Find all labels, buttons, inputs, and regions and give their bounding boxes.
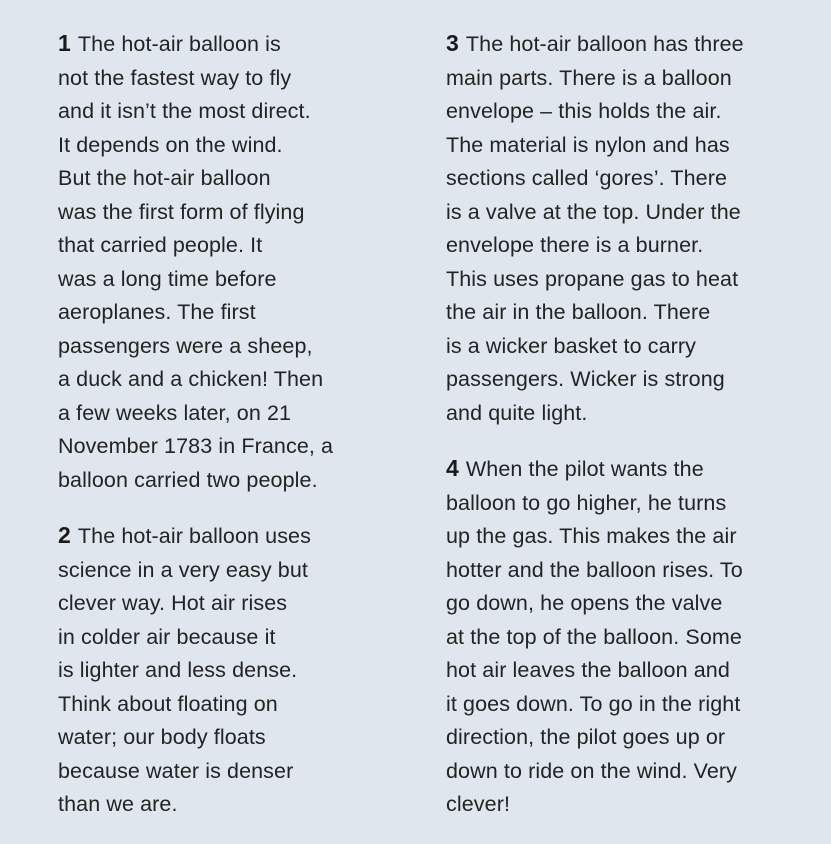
text-line: up the gas. This makes the air (446, 524, 737, 548)
paragraph-number: 2 (58, 522, 71, 548)
text-line: main parts. There is a balloon (446, 65, 732, 90)
text-line: envelope – this holds the air. (446, 99, 722, 123)
text-line: a duck and a chicken! Then (58, 367, 324, 391)
text-line: passengers. Wicker is strong (446, 367, 725, 391)
text-line: The hot-air balloon uses (77, 524, 311, 548)
text-line: water; our body floats (58, 725, 266, 749)
paragraph-number: 3 (446, 30, 459, 56)
text-line: that carried people. It (58, 233, 263, 257)
text-line: the air in the balloon. There (446, 300, 711, 324)
text-line: sections called ‘gores’. There (446, 166, 728, 190)
text-line: The hot-air balloon is (77, 32, 281, 56)
text-line: When the pilot wants the (465, 457, 704, 481)
text-line: is lighter and less dense. (58, 658, 298, 682)
text-line: clever way. Hot air rises (58, 591, 288, 615)
text-line: than we are. (58, 792, 178, 816)
text-line: hot air leaves the balloon and (446, 658, 730, 682)
text-line: not the fastest way to fly (58, 65, 292, 90)
text-line: down to ride on the wind. Very (446, 758, 738, 783)
text-line: because water is denser (58, 758, 294, 783)
text-line: is a wicker basket to carry (446, 333, 697, 358)
text-line: November 1783 in France, a (58, 434, 334, 458)
paragraph-3 (446, 27, 831, 430)
text-line: and it isn’t the most direct. (58, 99, 311, 123)
text-line: direction, the pilot goes up or (446, 725, 726, 749)
paragraph-4 (446, 452, 831, 822)
text-line: The hot-air balloon has three (465, 32, 744, 56)
text-line: Think about floating on (58, 691, 278, 716)
text-line: go down, he opens the valve (446, 591, 723, 615)
text-line: it goes down. To go in the right (446, 691, 741, 716)
text-line: This uses propane gas to heat (446, 266, 739, 291)
paragraph-number: 1 (58, 30, 71, 56)
text-line: in colder air because it (58, 624, 276, 649)
text-line: hotter and the balloon rises. To (446, 557, 743, 582)
text-line: balloon carried two people. (58, 467, 318, 492)
text-line: clever! (446, 792, 511, 816)
text-line: passengers were a sheep, (58, 333, 313, 358)
text-line: was the first form of flying (58, 199, 305, 224)
text-line: a few weeks later, on 21 (58, 400, 292, 425)
text-line: and quite light. (446, 400, 588, 425)
text-line: was a long time before (58, 266, 277, 291)
text-line: aeroplanes. The first (58, 300, 256, 324)
paragraph-1 (58, 27, 408, 497)
text-line: envelope there is a burner. (446, 233, 704, 257)
text-line: The material is nylon and has (446, 132, 730, 157)
paragraph-2 (58, 519, 408, 822)
text-line: at the top of the balloon. Some (446, 624, 742, 649)
text-line: It depends on the wind. (58, 132, 283, 157)
text-line: balloon to go higher, he turns (446, 490, 727, 515)
paragraph-number: 4 (446, 455, 459, 481)
text-line: science in a very easy but (58, 557, 308, 582)
left-column (58, 27, 408, 844)
text-line: But the hot-air balloon (58, 166, 271, 190)
text-line: is a valve at the top. Under the (446, 199, 741, 224)
right-column (446, 27, 831, 844)
